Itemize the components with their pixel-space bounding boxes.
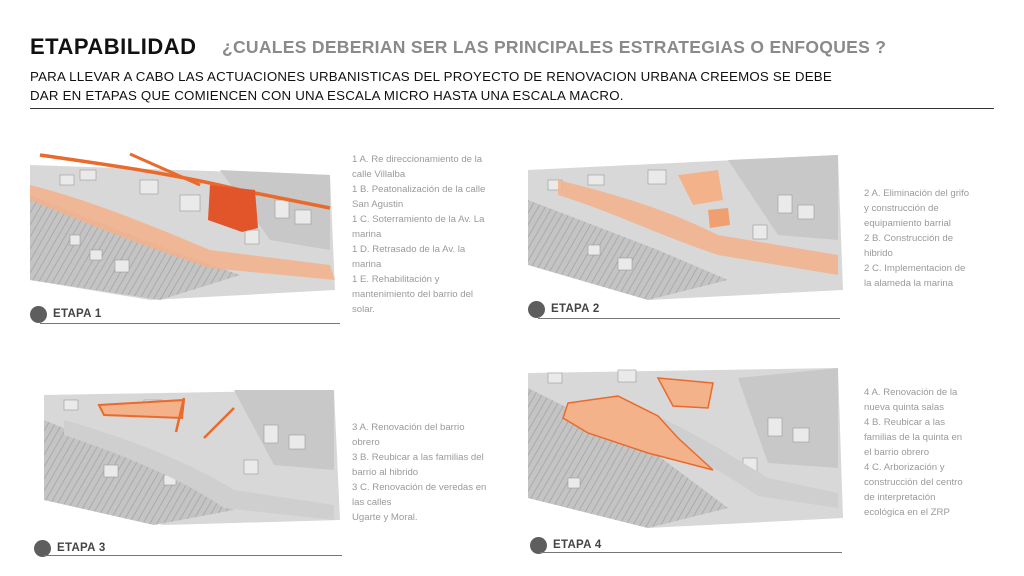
- stage-item-line: 4 B. Reubicar a las: [864, 417, 946, 428]
- stage-item-line: el barrio obrero: [864, 447, 930, 458]
- stage-3-description: [352, 420, 486, 525]
- stage-label-text: ETAPA 3: [57, 542, 106, 554]
- stage-label-text: ETAPA 2: [551, 303, 600, 315]
- stage-label-text: ETAPA 4: [553, 539, 602, 551]
- stage-item-line: obrero: [352, 437, 380, 448]
- intro-line: DAR EN ETAPAS QUE COMIENCEN CON UNA ESCALA MICRO HASTA UNA ESCALA MACRO.: [30, 88, 624, 103]
- stage-item-line: equipamiento barrial: [864, 218, 951, 229]
- stage-item-line: hibrido: [864, 248, 893, 259]
- stage-1-label: [30, 306, 340, 324]
- stage-item-line: y construcción de: [864, 203, 939, 214]
- stage-item-line: ecológica en el ZRP: [864, 507, 950, 518]
- stage-4-label: [530, 537, 842, 555]
- stage-item-line: 1 E. Rehabilitación y: [352, 274, 440, 285]
- stage-item-line: marina: [352, 229, 382, 240]
- stage-label-text: ETAPA 1: [53, 308, 102, 320]
- stage-item-line: nueva quinta salas: [864, 402, 945, 413]
- stage-2-label: [528, 301, 840, 319]
- stage-underline: [538, 318, 840, 319]
- stage-item-line: calle Villalba: [352, 169, 406, 180]
- stage-1-description: [352, 152, 485, 317]
- stage-item-line: mantenimiento del barrio del: [352, 289, 474, 300]
- stage-item-line: 1 D. Retrasado de la Av. la: [352, 244, 466, 255]
- intro-text: [30, 67, 910, 105]
- stage-item-line: 1 B. Peatonalización de la calle: [352, 184, 486, 195]
- equipamiento-barrial-highlight: [708, 208, 730, 228]
- stage-item-line: 4 C. Arborización y: [864, 462, 945, 473]
- stage-item-line: 1 A. Re direccionamiento de la: [352, 154, 483, 165]
- stage-4-description: [864, 385, 963, 520]
- stage-1-map: [30, 140, 335, 300]
- stage-item-line: de interpretación: [864, 492, 936, 503]
- stage-item-line: la alameda la marina: [864, 278, 954, 289]
- stage-item-line: 3 C. Renovación de veredas en: [352, 482, 487, 493]
- header-divider: [30, 108, 994, 109]
- stage-underline: [540, 552, 842, 553]
- stage-item-line: 4 A. Renovación de la: [864, 387, 958, 398]
- stage-item-line: construcción del centro: [864, 477, 963, 488]
- stage-item-line: 3 A. Renovación del barrio: [352, 422, 465, 433]
- stage-item-line: marina: [352, 259, 382, 270]
- stage-3-label: [34, 540, 342, 558]
- stage-item-line: familias de la quinta en: [864, 432, 963, 443]
- stage-3-map: [44, 370, 340, 525]
- stage-item-line: Ugarte y Moral.: [352, 512, 418, 523]
- stage-item-line: 1 C. Soterramiento de la Av. La: [352, 214, 485, 225]
- stage-underline: [40, 323, 340, 324]
- stage-item-line: 2 C. Implementacion de: [864, 263, 966, 274]
- stage-marker-dot: [528, 301, 545, 318]
- stage-marker-dot: [30, 306, 47, 323]
- stage-underline: [44, 555, 342, 556]
- stage-item-line: barrio al hibrido: [352, 467, 419, 478]
- stage-item-line: 3 B. Reubicar a las familias del: [352, 452, 484, 463]
- stage-item-line: 2 B. Construcción de: [864, 233, 954, 244]
- page-subtitle: ¿CUALES DEBERIAN SER LAS PRINCIPALES ESTRATEGIAS O ENFOQUES ?: [222, 37, 887, 57]
- page-title: ETAPABILIDAD: [30, 34, 197, 59]
- stage-item-line: 2 A. Eliminación del grifo: [864, 188, 970, 199]
- stage-item-line: las calles: [352, 497, 392, 508]
- stage-4-map: [528, 358, 843, 528]
- stage-item-line: solar.: [352, 304, 375, 315]
- stage-item-line: San Agustin: [352, 199, 404, 210]
- stage-2-description: [864, 186, 969, 291]
- intro-line: PARA LLEVAR A CABO LAS ACTUACIONES URBANISTICAS DEL PROYECTO DE RENOVACION URBANA CREEMOS SE DEBE: [30, 69, 832, 84]
- stage-2-map: [528, 140, 843, 300]
